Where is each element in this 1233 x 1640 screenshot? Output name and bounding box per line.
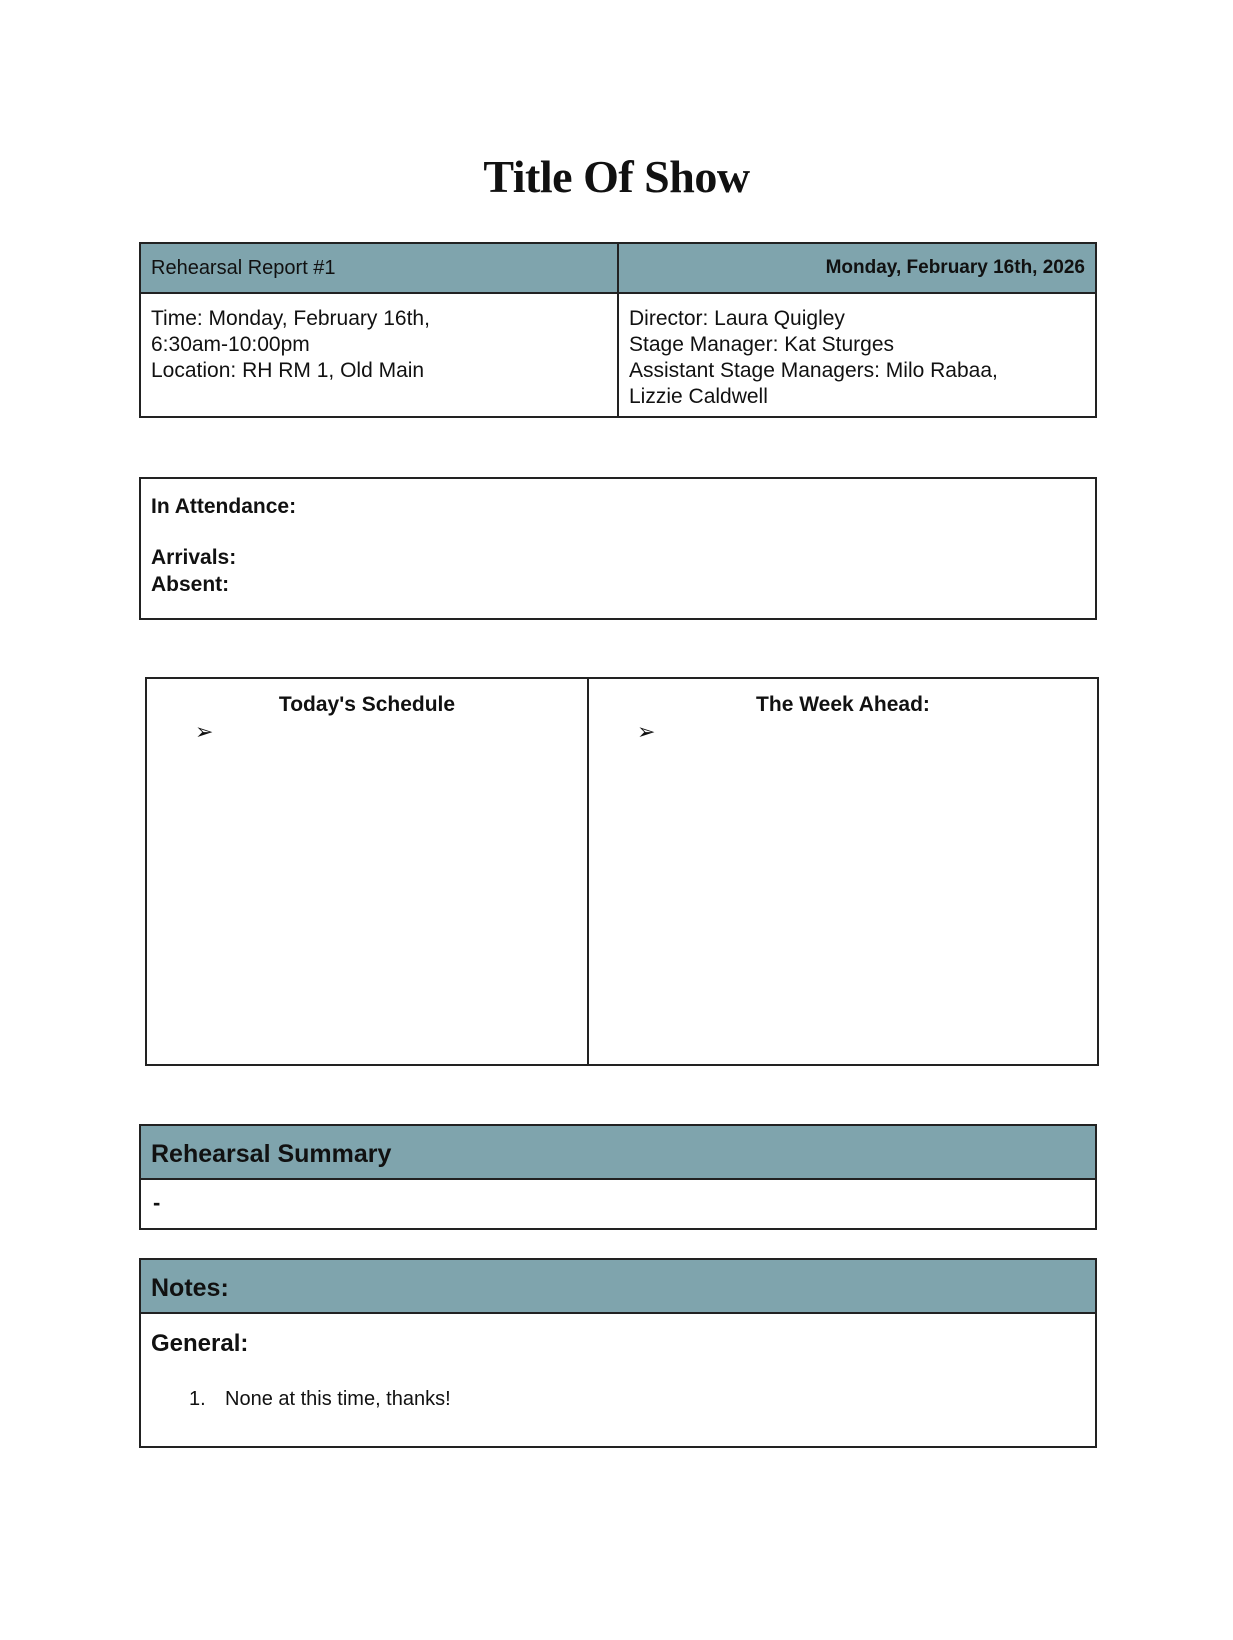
list-item: [189, 1388, 1085, 1411]
todays-schedule-bullet-icon: ➢: [195, 719, 214, 744]
notes-body: [140, 1313, 1096, 1447]
time-text: Time: Monday, February 16th, 6:30am-10:00pm: [151, 307, 430, 356]
schedule-table: [145, 677, 1099, 1066]
list-item-number: 1.: [189, 1388, 206, 1410]
rehearsal-summary-table: [139, 1124, 1097, 1230]
document-title: Title Of Show: [483, 151, 750, 202]
general-notes-list: [151, 1388, 1085, 1411]
location-text: Location: RH RM 1, Old Main: [151, 359, 425, 382]
arrivals-label: Arrivals:: [151, 546, 237, 569]
time-location-cell: [140, 293, 618, 417]
report-number: Rehearsal Report #1: [140, 243, 618, 293]
report-details-row: [140, 293, 1096, 417]
rehearsal-summary-content: -: [140, 1179, 1096, 1229]
schedule-row: [146, 678, 1098, 1065]
notes-heading: Notes:: [140, 1259, 1096, 1313]
staff-cell: [618, 293, 1096, 417]
in-attendance-label: In Attendance:: [151, 495, 297, 518]
todays-schedule-cell: [146, 678, 588, 1065]
week-ahead-heading: The Week Ahead:: [756, 693, 930, 716]
absent-label: Absent:: [151, 573, 230, 596]
director-text: Director: Laura Quigley: [629, 307, 845, 330]
week-ahead-cell: [588, 678, 1098, 1065]
list-item-text: None at this time, thanks!: [225, 1388, 451, 1410]
report-header-table: [139, 242, 1097, 418]
report-date: Monday, February 16th, 2026: [618, 243, 1096, 293]
report-header-band: [140, 243, 1096, 293]
todays-schedule-heading: Today's Schedule: [278, 693, 456, 716]
attendance-box: [139, 477, 1097, 620]
assistant-stage-managers-text: Assistant Stage Managers: Milo Rabaa, Lizzie Caldwell: [629, 359, 998, 408]
general-label: General:: [151, 1330, 249, 1357]
notes-table: [139, 1258, 1097, 1448]
week-ahead-bullet-icon: ➢: [637, 719, 656, 744]
rehearsal-summary-heading: Rehearsal Summary: [140, 1125, 1096, 1179]
stage-manager-text: Stage Manager: Kat Sturges: [629, 333, 894, 356]
